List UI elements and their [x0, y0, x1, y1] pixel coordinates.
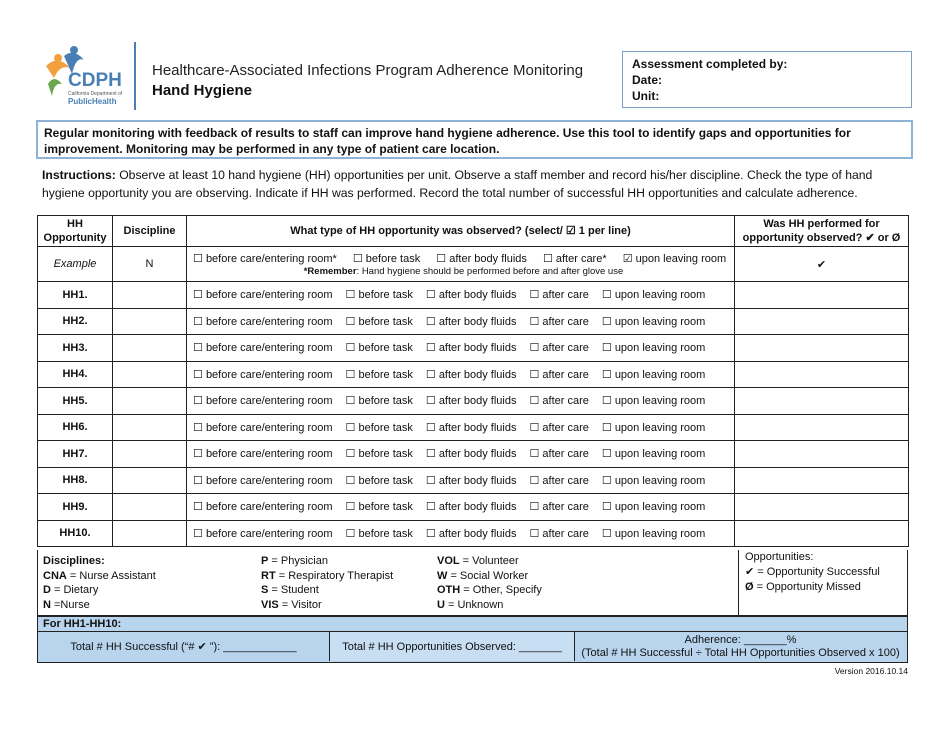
assessment-box — [622, 51, 912, 108]
checkbox-icon[interactable]: ☐ — [425, 368, 436, 381]
option-1[interactable] — [346, 422, 413, 434]
checkbox-icon[interactable]: ☐ — [601, 527, 612, 540]
header-divider — [134, 42, 136, 110]
discipline-meaning: =Nurse — [50, 598, 90, 611]
option-label: upon leaving room — [614, 527, 706, 540]
discipline-code: S — [261, 584, 269, 596]
option-label: before care/entering room — [205, 448, 333, 461]
discipline-cell[interactable] — [113, 308, 187, 335]
discipline-code: OTH — [437, 584, 461, 596]
remember-text: : Hand hygiene should be performed before and after glove use — [356, 265, 624, 277]
table-row — [38, 414, 909, 441]
checkbox-icon[interactable]: ☐ — [529, 368, 540, 381]
discipline-meaning: = Student — [268, 584, 319, 596]
option-label: before task — [358, 501, 413, 514]
row-label: HH1. — [38, 282, 113, 309]
option-0[interactable] — [193, 316, 333, 328]
option-4[interactable] — [602, 289, 705, 301]
option-label: upon leaving room — [614, 395, 706, 408]
performed-cell[interactable] — [735, 335, 909, 362]
total-observed: Total # HH Opportunities Observed: _______ — [329, 632, 575, 661]
discipline-entry — [437, 598, 542, 613]
row-label: HH2. — [38, 308, 113, 335]
missed-label: = Opportunity Missed — [753, 581, 861, 593]
discipline-code: N — [43, 598, 51, 611]
option-label: before task — [358, 315, 413, 328]
option-2[interactable] — [426, 528, 517, 540]
checkbox-icon[interactable]: ☐ — [601, 474, 612, 487]
discipline-code: VIS — [261, 598, 279, 611]
option-0[interactable] — [193, 501, 333, 513]
example-performed-check-icon: ✔ — [735, 247, 909, 282]
performed-cell[interactable] — [735, 494, 909, 521]
option-label: after body fluids — [438, 448, 517, 461]
discipline-entry — [261, 554, 393, 569]
for-hh-label: For HH1-HH10: — [37, 616, 908, 632]
checkbox-icon[interactable]: ☐ — [193, 315, 203, 328]
discipline-code: W — [437, 569, 448, 582]
checkbox-icon[interactable]: ☐ — [345, 474, 356, 487]
logo-sub-text: California Department of — [68, 91, 122, 97]
checked-checkbox-icon: ☑ — [622, 252, 633, 265]
option-label: after care — [542, 395, 589, 408]
checkbox-icon[interactable]: ☐ — [529, 421, 540, 434]
version-label: Version 2016.10.14 — [834, 666, 908, 676]
option-label: before care/entering room — [205, 289, 333, 302]
option-1[interactable] — [346, 501, 413, 513]
table-row — [38, 467, 909, 494]
performed-cell[interactable] — [735, 308, 909, 335]
adherence-label: Adherence: _______% — [684, 633, 797, 646]
checkbox-icon[interactable]: ☐ — [529, 527, 540, 540]
option-label: before care/entering room — [205, 527, 333, 540]
example-row — [38, 247, 909, 282]
option-1[interactable] — [346, 289, 413, 301]
discipline-meaning: = Other, Specify — [460, 584, 542, 596]
discipline-cell[interactable] — [113, 335, 187, 362]
opportunities-title: Opportunities: — [745, 551, 814, 563]
checkbox-icon: ☐ — [436, 252, 447, 265]
option-2[interactable] — [426, 395, 517, 407]
option-4[interactable] — [602, 475, 705, 487]
discipline-code: D — [43, 584, 51, 596]
option-label: before task — [358, 342, 413, 355]
checkbox-icon[interactable]: ☐ — [601, 368, 612, 381]
discipline-entry — [437, 554, 542, 569]
option-label: after body fluids — [438, 289, 517, 302]
option-2[interactable] — [426, 289, 517, 301]
row-label: HH5. — [38, 388, 113, 415]
option-2[interactable] — [426, 475, 517, 487]
opportunity-options — [187, 282, 735, 309]
option-label: after care — [542, 527, 589, 540]
discipline-meaning: = Unknown — [444, 598, 504, 611]
missed-icon: Ø — [745, 581, 754, 593]
checkbox-icon[interactable]: ☐ — [345, 315, 356, 328]
checkbox-icon[interactable]: ☐ — [345, 342, 356, 355]
option-4[interactable] — [602, 501, 705, 513]
discipline-cell[interactable] — [113, 282, 187, 309]
opportunity-options — [187, 494, 735, 521]
page-title: Healthcare-Associated Infections Program Adherence Monitoring — [152, 62, 584, 79]
discipline-cell[interactable] — [113, 467, 187, 494]
checkbox-icon[interactable]: ☐ — [345, 289, 356, 302]
checkbox-icon[interactable]: ☐ — [529, 448, 540, 461]
checkbox-icon[interactable]: ☐ — [601, 501, 612, 514]
discipline-code: P — [261, 555, 269, 567]
table-row — [38, 308, 909, 335]
row-label: HH8. — [38, 467, 113, 494]
option-1[interactable] — [346, 342, 413, 354]
option-2[interactable] — [426, 422, 517, 434]
option-3[interactable] — [529, 289, 588, 301]
checkbox-icon[interactable]: ☐ — [425, 395, 436, 408]
discipline-entry — [261, 598, 393, 613]
disciplines-col-3 — [437, 554, 542, 612]
option-label: before task — [358, 395, 413, 408]
discipline-code: VOL — [437, 555, 460, 567]
discipline-entry — [43, 569, 156, 584]
option-0[interactable] — [193, 528, 333, 540]
monitoring-note: Regular monitoring with feedback of results to staff can improve hand hygiene adherence. Use this tool to identify gaps and opportunities for improvement. Monitoring may be performed in any type of patient care location. — [36, 120, 913, 159]
checkbox-icon[interactable]: ☐ — [193, 421, 203, 434]
totals-bar — [37, 632, 908, 663]
option-3[interactable] — [529, 395, 588, 407]
discipline-entry — [261, 569, 393, 584]
opportunity-options — [187, 308, 735, 335]
option-4[interactable] — [602, 369, 705, 381]
option-label: before task — [365, 252, 421, 265]
table-row — [38, 441, 909, 468]
date-label: Date: — [632, 73, 663, 87]
option-0[interactable] — [193, 475, 333, 487]
option-label: upon leaving room — [614, 474, 706, 487]
header-opportunity: HH Opportunity — [38, 216, 113, 247]
option-label: before care/entering room — [205, 342, 333, 355]
option-label: after body fluids — [438, 527, 517, 540]
discipline-cell[interactable] — [113, 520, 187, 547]
performed-cell[interactable] — [735, 282, 909, 309]
option-0[interactable] — [193, 448, 333, 460]
option-label: before care/entering room — [205, 368, 333, 381]
option-label: before task — [358, 474, 413, 487]
row-label: HH3. — [38, 335, 113, 362]
table-row — [38, 282, 909, 309]
checkbox-icon[interactable]: ☐ — [193, 448, 203, 461]
checkbox-icon: ☐ — [352, 252, 363, 265]
checkbox-icon[interactable]: ☐ — [193, 342, 203, 355]
checkbox-icon[interactable]: ☐ — [425, 289, 436, 302]
option-label: after body fluids — [438, 501, 517, 514]
option-1[interactable] — [346, 369, 413, 381]
option-0[interactable] — [193, 395, 333, 407]
option-label: before task — [358, 368, 413, 381]
option-label: upon leaving room — [614, 501, 706, 514]
total-successful: Total # HH Successful (“# ✔ ”): ____________ — [70, 641, 297, 653]
example-options — [187, 247, 735, 282]
checkbox-icon[interactable]: ☐ — [425, 474, 436, 487]
opportunity-options — [187, 467, 735, 494]
option-label: before task — [358, 448, 413, 461]
checkbox-icon[interactable]: ☐ — [425, 527, 436, 540]
opportunity-options — [187, 388, 735, 415]
option-4[interactable] — [602, 528, 705, 540]
discipline-cell[interactable] — [113, 441, 187, 468]
option-2[interactable] — [426, 316, 517, 328]
option-4[interactable] — [602, 316, 705, 328]
option-1[interactable] — [346, 475, 413, 487]
option-0[interactable] — [193, 289, 333, 301]
disciplines-title: Disciplines: — [43, 555, 105, 567]
observation-table — [37, 215, 909, 547]
opportunity-options — [187, 520, 735, 547]
performed-cell[interactable] — [735, 414, 909, 441]
cdph-logo-icon — [40, 44, 122, 108]
option-label: upon leaving room — [614, 368, 706, 381]
opportunity-missed — [745, 580, 907, 595]
option-3[interactable] — [529, 422, 588, 434]
checkbox-icon[interactable]: ☐ — [193, 368, 203, 381]
disciplines-col-1 — [43, 554, 156, 612]
checkbox-icon[interactable]: ☐ — [425, 342, 436, 355]
option-label: after body fluids — [449, 252, 527, 265]
option-3[interactable] — [529, 342, 588, 354]
opportunities-legend — [739, 550, 908, 616]
option-label: after care — [542, 501, 589, 514]
option-label: after care — [542, 289, 589, 302]
option-0[interactable] — [193, 342, 333, 354]
checkbox-icon: ☐ — [193, 252, 203, 265]
option-label: after body fluids — [438, 474, 517, 487]
row-label: HH10. — [38, 520, 113, 547]
opportunity-options — [187, 335, 735, 362]
discipline-meaning: = Dietary — [50, 584, 99, 596]
option-3[interactable] — [529, 475, 588, 487]
discipline-meaning: = Social Worker — [447, 569, 529, 582]
option-label: upon leaving room — [635, 252, 727, 265]
option-4[interactable] — [602, 422, 705, 434]
checkbox-icon[interactable]: ☐ — [601, 395, 612, 408]
checkbox-icon[interactable]: ☐ — [345, 395, 356, 408]
option-label: upon leaving room — [614, 342, 706, 355]
option-label: before care/entering room* — [205, 252, 337, 265]
row-label: HH7. — [38, 441, 113, 468]
option-3[interactable] — [529, 528, 588, 540]
checkbox-icon[interactable]: ☐ — [601, 421, 612, 434]
instructions-text: Observe at least 10 hand hygiene (HH) opportunities per unit. Observe a staff member and record his/her discipline. Check the type of hand hygiene opportunity you are observing. Indicate if HH was performed. Record the total number of successful HH opportunities and calculate adherence. — [42, 168, 873, 200]
option-3[interactable] — [529, 448, 588, 460]
checkbox-icon[interactable]: ☐ — [529, 395, 540, 408]
option-label: after care — [542, 448, 589, 461]
discipline-code: RT — [261, 569, 276, 582]
table-row — [38, 361, 909, 388]
performed-cell[interactable] — [735, 441, 909, 468]
option-label: before care/entering room — [205, 315, 333, 328]
option-label: before care/entering room — [205, 501, 333, 514]
disciplines-col-2 — [261, 554, 393, 612]
option-label: before care/entering room — [205, 421, 333, 434]
adherence-formula: (Total # HH Successful ÷ Total HH Opportunities Observed x 100) — [581, 646, 900, 659]
cdph-logo — [40, 44, 122, 108]
option-3[interactable] — [529, 369, 588, 381]
example-discipline: N — [113, 247, 187, 282]
discipline-cell[interactable] — [113, 414, 187, 441]
adherence-cell — [574, 632, 907, 661]
checkbox-icon[interactable]: ☐ — [193, 289, 203, 302]
page-subtitle: Hand Hygiene — [152, 82, 253, 99]
performed-cell[interactable] — [735, 388, 909, 415]
header-type: What type of HH opportunity was observed? (select/ ☑ 1 per line) — [187, 216, 735, 247]
option-2[interactable] — [426, 342, 517, 354]
checkbox-icon[interactable]: ☐ — [193, 501, 203, 514]
option-label: after body fluids — [438, 342, 517, 355]
checkbox-icon[interactable]: ☐ — [425, 315, 436, 328]
option-2[interactable] — [426, 369, 517, 381]
option-label: after care — [542, 342, 589, 355]
option-2[interactable] — [426, 448, 517, 460]
option-label: after body fluids — [438, 395, 517, 408]
remember-note — [193, 266, 734, 277]
instructions-label: Instructions: — [42, 168, 116, 182]
option-label: after body fluids — [438, 315, 517, 328]
discipline-entry — [437, 569, 542, 584]
discipline-entry — [261, 583, 393, 598]
checkbox-icon[interactable]: ☐ — [601, 342, 612, 355]
opportunity-options — [187, 441, 735, 468]
option-1[interactable] — [346, 316, 413, 328]
row-label: HH9. — [38, 494, 113, 521]
option-label: upon leaving room — [614, 289, 706, 302]
option-label: after care — [542, 421, 589, 434]
discipline-meaning: = Visitor — [278, 598, 322, 611]
discipline-code: CNA — [43, 569, 67, 582]
checkbox-icon: ☐ — [542, 252, 553, 265]
checkbox-icon[interactable]: ☐ — [345, 527, 356, 540]
logo-cdph-text: CDPH — [68, 70, 122, 91]
checkbox-icon[interactable]: ☐ — [193, 395, 203, 408]
checkbox-icon[interactable]: ☐ — [529, 342, 540, 355]
discipline-cell[interactable] — [113, 361, 187, 388]
option-3[interactable] — [529, 501, 588, 513]
table-row — [38, 388, 909, 415]
option-3[interactable] — [529, 316, 588, 328]
option-label: after care — [542, 315, 589, 328]
discipline-code: U — [437, 598, 445, 611]
example-label: Example — [38, 247, 113, 282]
performed-cell[interactable] — [735, 361, 909, 388]
option-label: upon leaving room — [614, 421, 706, 434]
option-label: before care/entering room — [205, 474, 333, 487]
opportunity-options — [187, 361, 735, 388]
disciplines-legend — [37, 550, 739, 616]
checkbox-icon[interactable]: ☐ — [601, 289, 612, 302]
performed-cell[interactable] — [735, 467, 909, 494]
option-4[interactable] — [602, 395, 705, 407]
option-4[interactable] — [602, 448, 705, 460]
performed-cell[interactable] — [735, 520, 909, 547]
checkbox-icon[interactable]: ☐ — [425, 421, 436, 434]
option-label: after care — [542, 474, 589, 487]
discipline-meaning: = Nurse Assistant — [66, 569, 156, 582]
option-label: after care* — [555, 252, 607, 265]
option-label: before task — [358, 527, 413, 540]
discipline-entry — [43, 583, 156, 598]
checkbox-icon[interactable]: ☐ — [529, 315, 540, 328]
remember-label: *Remember — [303, 265, 357, 277]
checkbox-icon[interactable]: ☐ — [601, 448, 612, 461]
checkbox-icon[interactable]: ☐ — [193, 527, 203, 540]
option-4[interactable] — [602, 342, 705, 354]
checkbox-icon[interactable]: ☐ — [529, 474, 540, 487]
option-1[interactable] — [346, 528, 413, 540]
discipline-cell[interactable] — [113, 494, 187, 521]
discipline-meaning: = Respiratory Therapist — [275, 569, 394, 582]
option-1[interactable] — [346, 448, 413, 460]
option-2[interactable] — [426, 501, 517, 513]
row-label: HH6. — [38, 414, 113, 441]
option-0[interactable] — [193, 369, 333, 381]
checkbox-icon[interactable]: ☐ — [345, 421, 356, 434]
table-row — [38, 520, 909, 547]
checkbox-icon[interactable]: ☐ — [345, 501, 356, 514]
checkbox-icon[interactable]: ☐ — [425, 501, 436, 514]
option-label: after body fluids — [438, 421, 517, 434]
discipline-meaning: = Volunteer — [459, 555, 519, 567]
row-label: HH4. — [38, 361, 113, 388]
option-label: upon leaving room — [614, 448, 706, 461]
opportunity-successful: ✔ = Opportunity Successful — [745, 566, 880, 578]
assessment-completed-label: Assessment completed by: — [632, 57, 788, 71]
option-label: after body fluids — [438, 368, 517, 381]
checkbox-icon[interactable]: ☐ — [345, 368, 356, 381]
header-performed: Was HH performed for opportunity observed? ✔ or Ø — [735, 216, 909, 247]
checkbox-icon[interactable]: ☐ — [425, 448, 436, 461]
logo-ph-text: PublicHealth — [68, 97, 117, 106]
checkbox-icon[interactable]: ☐ — [193, 474, 203, 487]
checkbox-icon[interactable]: ☐ — [529, 501, 540, 514]
table-row — [38, 335, 909, 362]
discipline-entry — [43, 598, 156, 613]
option-label: before task — [358, 421, 413, 434]
checkbox-icon[interactable]: ☐ — [345, 448, 356, 461]
discipline-entry — [437, 583, 542, 598]
unit-label: Unit: — [632, 89, 660, 103]
discipline-meaning: = Physician — [268, 555, 328, 567]
table-row — [38, 494, 909, 521]
option-label: after care — [542, 368, 589, 381]
checkbox-icon[interactable]: ☐ — [529, 289, 540, 302]
checkbox-icon[interactable]: ☐ — [601, 315, 612, 328]
discipline-cell[interactable] — [113, 388, 187, 415]
option-1[interactable] — [346, 395, 413, 407]
instructions — [42, 166, 912, 202]
option-label: upon leaving room — [614, 315, 706, 328]
option-label: before task — [358, 289, 413, 302]
opportunity-options — [187, 414, 735, 441]
option-0[interactable] — [193, 422, 333, 434]
header-discipline: Discipline — [113, 216, 187, 247]
option-label: before care/entering room — [205, 395, 333, 408]
